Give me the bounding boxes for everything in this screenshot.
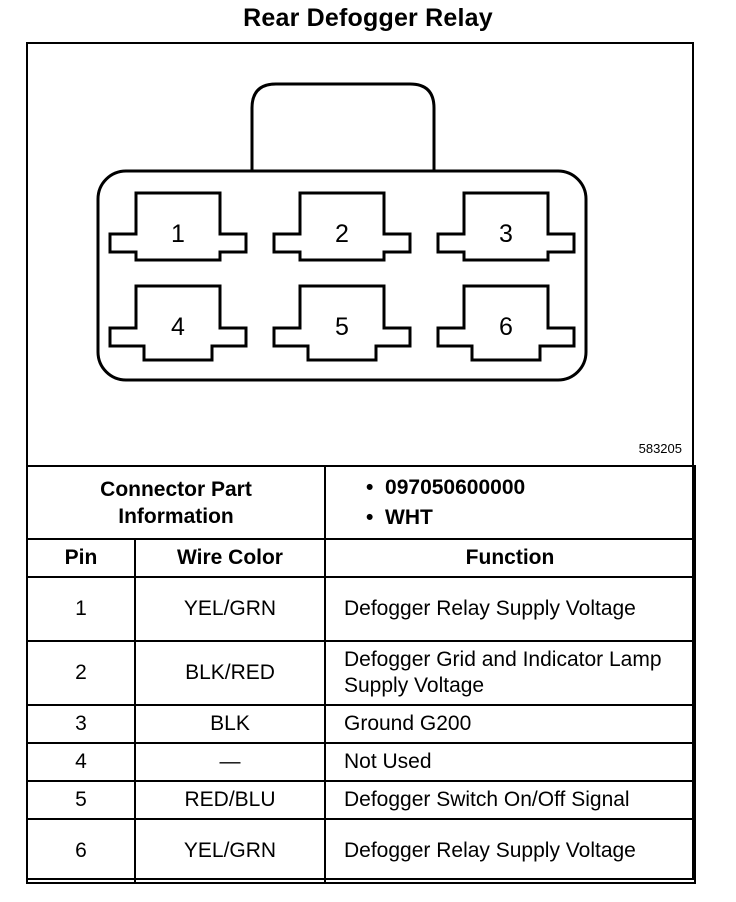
connector-body (98, 171, 586, 380)
pin-number-label: 5 (335, 313, 349, 341)
table-row (27, 641, 695, 705)
wire-color-cell: YEL/GRN (135, 819, 325, 883)
connector-color-text: WHT (385, 505, 433, 529)
connector-latch (252, 84, 434, 170)
connector-part-number (366, 473, 694, 503)
function-cell: Defogger Switch On/Off Signal (325, 781, 695, 819)
function-cell: Ground G200 (325, 705, 695, 743)
table-row (27, 577, 695, 641)
bullet: • (366, 505, 374, 529)
pin-cell: 6 (27, 819, 135, 883)
function-text: Defogger Relay Supply Voltage (344, 839, 636, 862)
pin-number-label: 4 (171, 313, 185, 341)
header-wire-color: Wire Color (135, 539, 325, 577)
connector-info-values (325, 466, 695, 539)
pin-cell: 2 (27, 641, 135, 705)
pin-cell: 4 (27, 743, 135, 781)
connector-info-row (27, 466, 695, 539)
bullet: • (366, 475, 374, 499)
function-text: Defogger Grid and Indicator Lamp Supply Voltage (344, 648, 662, 697)
header-pin: Pin (27, 539, 135, 577)
part-number-text: 097050600000 (385, 475, 526, 499)
pin-number-label: 6 (499, 313, 513, 341)
pin-cell: 1 (27, 577, 135, 641)
header-function: Function (325, 539, 695, 577)
wire-color-cell: RED/BLU (135, 781, 325, 819)
function-cell: Not Used (325, 743, 695, 781)
connector-info-label-text: Connector Part Information (100, 477, 252, 528)
table-row (27, 781, 695, 819)
pin-number-label: 2 (335, 220, 349, 248)
table-row (27, 705, 695, 743)
connector-color (366, 503, 694, 533)
pin-cell: 3 (27, 705, 135, 743)
table-row (27, 819, 695, 883)
wire-color-cell: BLK/RED (135, 641, 325, 705)
function-text: Defogger Relay Supply Voltage (344, 597, 636, 620)
pin-cell: 5 (27, 781, 135, 819)
wire-color-cell: BLK (135, 705, 325, 743)
pin-number-label: 1 (171, 220, 185, 248)
pin-number-label: 3 (499, 220, 513, 248)
function-cell (325, 819, 695, 883)
table-row (27, 743, 695, 781)
connector-info-label (27, 466, 325, 539)
function-cell (325, 641, 695, 705)
wire-color-cell: YEL/GRN (135, 577, 325, 641)
figure-id: 583205 (638, 441, 682, 456)
table-header-row (27, 539, 695, 577)
connector-pinout-table (26, 465, 696, 884)
wire-color-cell: — (135, 743, 325, 781)
function-cell (325, 577, 695, 641)
diagram-title: Rear Defogger Relay (243, 4, 493, 32)
